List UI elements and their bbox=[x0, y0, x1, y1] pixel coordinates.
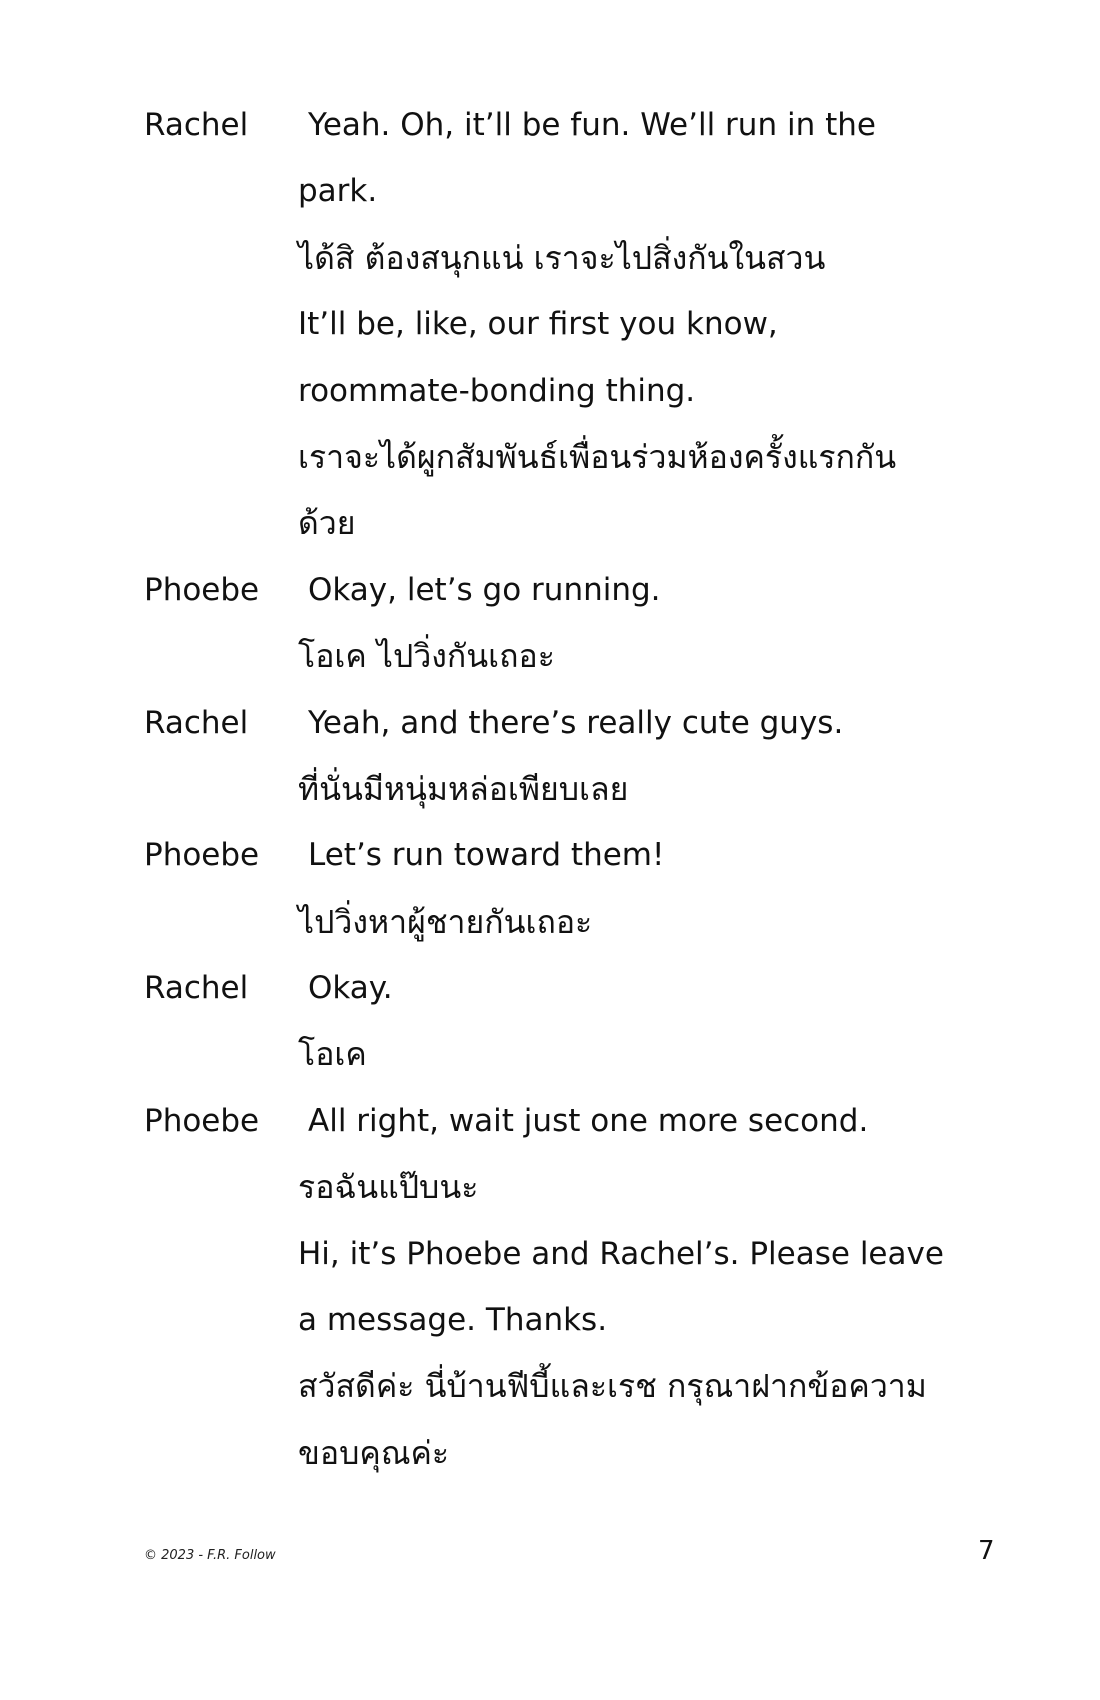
dialogue-lines bbox=[298, 955, 1004, 1088]
speaker-name: Phoebe bbox=[144, 837, 260, 874]
english-line: a message. Thanks. bbox=[298, 1302, 608, 1339]
thai-line: โอเค bbox=[298, 1035, 367, 1074]
dialogue-lines bbox=[298, 92, 1004, 557]
speaker-name: Rachel bbox=[144, 704, 249, 741]
thai-line: ด้วย bbox=[298, 504, 356, 543]
dialogue-entry bbox=[144, 955, 1004, 1088]
thai-line: ที่นั่นมีหนุ่มหล่อเพียบเลย bbox=[298, 769, 629, 808]
english-line: Let’s run toward them! bbox=[308, 837, 665, 874]
dialogue-lines bbox=[298, 557, 1004, 690]
dialogue-lines bbox=[298, 822, 1004, 955]
english-line: Yeah. Oh, it’ll be fun. We’ll run in the bbox=[308, 107, 876, 143]
speaker-name: Rachel bbox=[144, 107, 249, 143]
dialogue-entry bbox=[144, 690, 1004, 823]
english-line: Okay, let’s go running. bbox=[308, 571, 661, 608]
thai-line: รอฉันแป๊บนะ bbox=[298, 1168, 479, 1207]
thai-line: เราจะได้ผูกสัมพันธ์เพื่อนร่วมห้องครั้งแรกกัน bbox=[298, 437, 897, 476]
english-line: Okay. bbox=[308, 970, 393, 1007]
english-line: All right, wait just one more second. bbox=[308, 1102, 869, 1139]
thai-line: ได้สิ ต้องสนุกแน่ เราจะไปสิ่งกันในสวน bbox=[298, 238, 826, 277]
english-line: park. bbox=[298, 173, 378, 210]
speaker-name: Phoebe bbox=[144, 571, 260, 608]
english-line: It’ll be, like, our first you know, bbox=[298, 306, 778, 343]
dialogue-entry bbox=[144, 557, 1004, 690]
dialogue-lines bbox=[298, 1088, 1004, 1486]
thai-line: ไปวิ่งหาผู้ชายกันเถอะ bbox=[298, 902, 593, 941]
page-number: 7 bbox=[978, 1536, 995, 1566]
thai-line: โอเค ไปวิ่งกันเถอะ bbox=[298, 637, 555, 676]
footer-copyright: © 2023 - F.R. Follow bbox=[144, 1548, 276, 1563]
dialogue-script bbox=[144, 92, 1004, 1486]
speaker-name: Phoebe bbox=[144, 1102, 260, 1139]
english-line: roommate-bonding thing. bbox=[298, 372, 696, 409]
dialogue-entry bbox=[144, 822, 1004, 955]
thai-line: ขอบคุณค่ะ bbox=[298, 1433, 450, 1472]
dialogue-lines bbox=[298, 690, 1004, 823]
speaker-name: Rachel bbox=[144, 970, 249, 1007]
dialogue-entry bbox=[144, 92, 1004, 557]
thai-line: สวัสดีค่ะ นี่บ้านฟีบี้และเรช กรุณาฝากข้อความ bbox=[298, 1367, 927, 1406]
english-line: Yeah, and there’s really cute guys. bbox=[308, 704, 844, 741]
dialogue-entry bbox=[144, 1088, 1004, 1486]
english-line: Hi, it’s Phoebe and Rachel’s. Please leave bbox=[298, 1235, 944, 1272]
